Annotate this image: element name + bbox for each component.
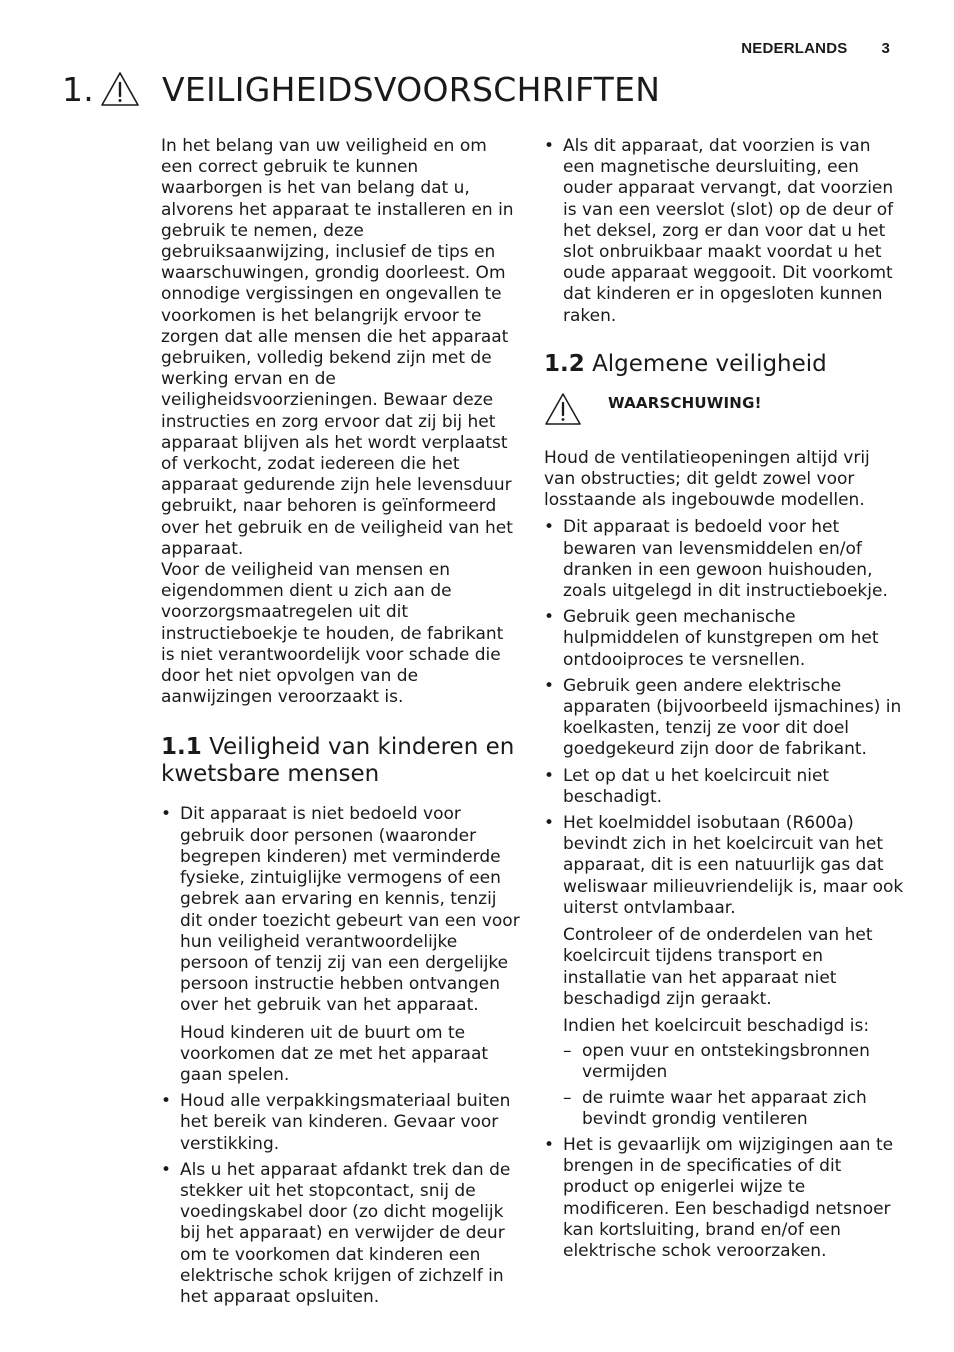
chapter-title [62, 64, 660, 114]
list-item-text: • Dit apparaat is bedoeld voor het bewaren van levensmiddelen en/of dranken in een gewoon huishouden, zoals uitgelegd in dit instructieboekje. [563, 517, 888, 602]
list-item [544, 607, 904, 671]
list-item [544, 517, 904, 602]
intro-paragraph-2: Voor de veiligheid van mensen en eigendommen dient u zich aan de voorzorgsmaatregelen uit dit instructieboekje te houden, de fabrikant is niet verantwoordelijk voor schade die door het niet opvolgen van de aanwijzingen veroorzaakt is. [161, 560, 504, 708]
list-item [161, 1091, 521, 1155]
list-item-text: • Het is gevaarlijk om wijzigingen aan te brengen in de specificaties of dit product op enigerlei wijze te modificeren. Een beschadigd netsnoer kan kortsluiting, brand en/of een elektrische schok veroorzaken. [563, 1134, 894, 1261]
list-item-text: • Let op dat u het koelcircuit niet beschadigt. [563, 765, 830, 807]
children-safety-list-continued [544, 136, 904, 327]
section-number: 1.2 [544, 350, 585, 377]
list-item [544, 813, 904, 1130]
general-safety-intro: Houd de ventilatieopeningen altijd vrij van obstructies; dit geldt zowel voor losstaande als ingebouwde modellen. [544, 447, 870, 511]
children-safety-list [161, 804, 521, 1308]
warning-box [544, 392, 904, 426]
warning-triangle-icon [544, 392, 582, 426]
chapter-title-text: VEILIGHEIDSVOORSCHRIFTEN [162, 69, 661, 109]
warning-label: WAARSCHUWING! [608, 393, 762, 412]
list-item-text: • Gebruik geen mechanische hulpmiddelen of kunstgrepen om het ontdooiproces te versnellen. [563, 607, 879, 670]
right-column [544, 136, 904, 1267]
section-heading-1-2 [544, 351, 904, 378]
list-item [161, 1160, 521, 1308]
list-item-text: • Als u het apparaat afdankt trek dan de stekker uit het stopcontact, snij de voedingskabel door (zo dicht mogelijk bij het apparaat) en verwijder de deur om te voorkomen dat kinderen een elektrische schok krijgen of zichzelf in het apparaat opsluiten. [180, 1159, 511, 1307]
list-item-subtext: Houd kinderen uit de buurt om te voorkomen dat ze met het apparaat gaan spelen. [180, 1022, 489, 1085]
page-number: 3 [881, 40, 890, 57]
chapter-number: 1. [62, 69, 95, 109]
section-number: 1.1 [161, 734, 202, 761]
list-item [544, 766, 904, 808]
section-heading-1-1 [161, 734, 521, 788]
list-item [161, 804, 521, 1086]
general-safety-list [544, 517, 904, 1262]
dash-list [563, 1041, 904, 1130]
section-title: Veiligheid van kinderen en kwetsbare mensen [161, 734, 515, 788]
list-item [544, 676, 904, 761]
intro-paragraph-1: In het belang van uw veiligheid en om een correct gebruik te kunnen waarborgen is het van belang dat u, alvorens het apparaat te installeren en in gebruik te nemen, deze gebruiksaanwijzing, inclusief de tips en waarschuwingen, grondig doorleest. Om onnodige vergissingen en ongevallen te voorkomen is het belangrijk ervoor te zorgen dat alle mensen die het apparaat gebruiken, volledig bekend zijn met de werking ervan en de veiligheidsvoorzieningen. Bewaar deze instructies en zorg ervoor dat zij bij het apparaat blijven als het wordt verplaatst of verkocht, zodat iedereen die het apparaat gedurende zijn hele levensduur gebruikt, naar behoren is geïnformeerd over het gebruik en de veiligheid van het apparaat. [161, 136, 514, 559]
list-item-subtext: Indien het koelcircuit beschadigd is: [563, 1015, 870, 1036]
warning-triangle-icon [100, 71, 140, 107]
left-column [161, 136, 521, 1313]
page-header [741, 40, 890, 57]
list-item-text: • Het koelmiddel isobutaan (R600a) bevindt zich in het koelcircuit van het apparaat, dit is een natuurlijk gas dat weliswaar milieuvriendelijk is, maar ook uiterst ontvlambaar. [563, 813, 904, 918]
list-item [544, 1135, 904, 1262]
dash-item: – de ruimte waar het apparaat zich bevindt grondig ventileren [563, 1088, 904, 1130]
list-item [544, 136, 904, 327]
list-item-text: • Dit apparaat is niet bedoeld voor gebruik door personen (waaronder begrepen kinderen) met verminderde fysieke, zintuiglijke vermogens of een gebrek aan ervaring en kennis, tenzij dit onder toezicht gebeurt van een voor hun veiligheid verantwoordelijke persoon of tenzij zij van een dergelijke persoon instructie hebben ontvangen over het gebruik van het apparaat. [180, 804, 520, 1016]
dash-item: – open vuur en ontstekingsbronnen vermijden [563, 1041, 904, 1083]
list-item-text: • Als dit apparaat, dat voorzien is van een magnetische deursluiting, een ouder apparaat vervangt, dat voorzien is van een veerslot (slot) op de deur of het deksel, zorg er dan voor dat u het slot onbruikbaar maakt voordat u het oude apparaat weggooit. Dit voorkomt dat kinderen er in opgesloten kunnen raken. [563, 136, 894, 326]
list-item-text: • Houd alle verpakkingsmateriaal buiten het bereik van kinderen. Gevaar voor verstikking. [180, 1091, 511, 1154]
section-title: Algemene veiligheid [592, 350, 827, 377]
list-item-text: • Gebruik geen andere elektrische apparaten (bijvoorbeeld ijsmachines) in koelkasten, tenzij ze voor dit doel goedgekeurd zijn door de fabrikant. [563, 675, 902, 760]
header-language: NEDERLANDS [741, 40, 848, 57]
list-item-subtext: Controleer of de onderdelen van het koelcircuit tijdens transport en installatie van het apparaat niet beschadigd zijn geraakt. [563, 925, 873, 1009]
